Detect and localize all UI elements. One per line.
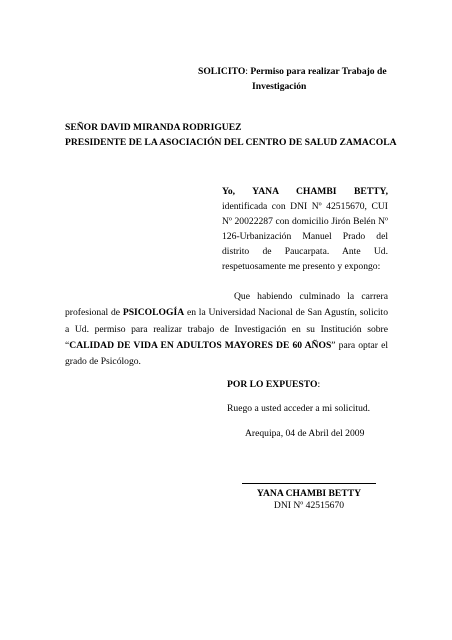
place-date: Arequipa, 04 de Abril del 2009 — [245, 428, 365, 439]
request-text-3: ” para optar el grado de Psicólogo. — [65, 339, 388, 368]
signature-name: YANA CHAMBI BETTY — [256, 488, 362, 499]
expuesto-colon: : — [317, 379, 321, 390]
signature-dni: DNI Nº 42515670 — [273, 500, 345, 511]
addressee-title: PRESIDENTE DE LA ASOCIACIÓN DEL CENTRO DE SALUD ZAMACOLA — [65, 137, 397, 148]
request-paragraph — [65, 289, 388, 370]
closing-heading — [227, 377, 320, 392]
addressee-block — [65, 120, 425, 150]
presenter-text: identificada con DNI Nº 42515670, CUI Nº 20022287 con domicilio Jirón Belén Nº 126-Urbanización Manuel Prado del distrito de Paucarpata. Ante Ud. respetuosamente me presento y expongo: — [222, 201, 388, 272]
subject-line-2: Investigación — [252, 81, 307, 92]
request-text-1: Que habiendo culminado la carrera profesional de — [65, 291, 388, 319]
subject-line-1: Permiso para realizar Trabajo de — [250, 66, 387, 77]
research-topic: CALIDAD DE VIDA EN ADULTOS MAYORES DE 60 AÑOS — [69, 339, 332, 351]
presenter-name: Yo, YANA CHAMBI BETTY, — [222, 186, 388, 197]
career-name: PSICOLOGÍA — [122, 307, 185, 319]
addressee-name: SEÑOR DAVID MIRANDA RODRIGUEZ — [65, 122, 242, 133]
presenter-paragraph — [222, 184, 388, 274]
subject-block — [198, 64, 398, 94]
solicito-colon: : — [245, 66, 248, 77]
signature-line — [242, 483, 376, 484]
expuesto-label: POR LO EXPUESTO — [227, 379, 318, 390]
solicito-label: SOLICITO — [198, 66, 246, 77]
request-text-2: en la Universidad Nacional de San Agustín, solicito a Ud. permiso para realizar trabajo de Investigación en su Institución sobre “ — [65, 307, 388, 351]
closing-request: Ruego a usted acceder a mi solicitud. — [227, 403, 371, 414]
